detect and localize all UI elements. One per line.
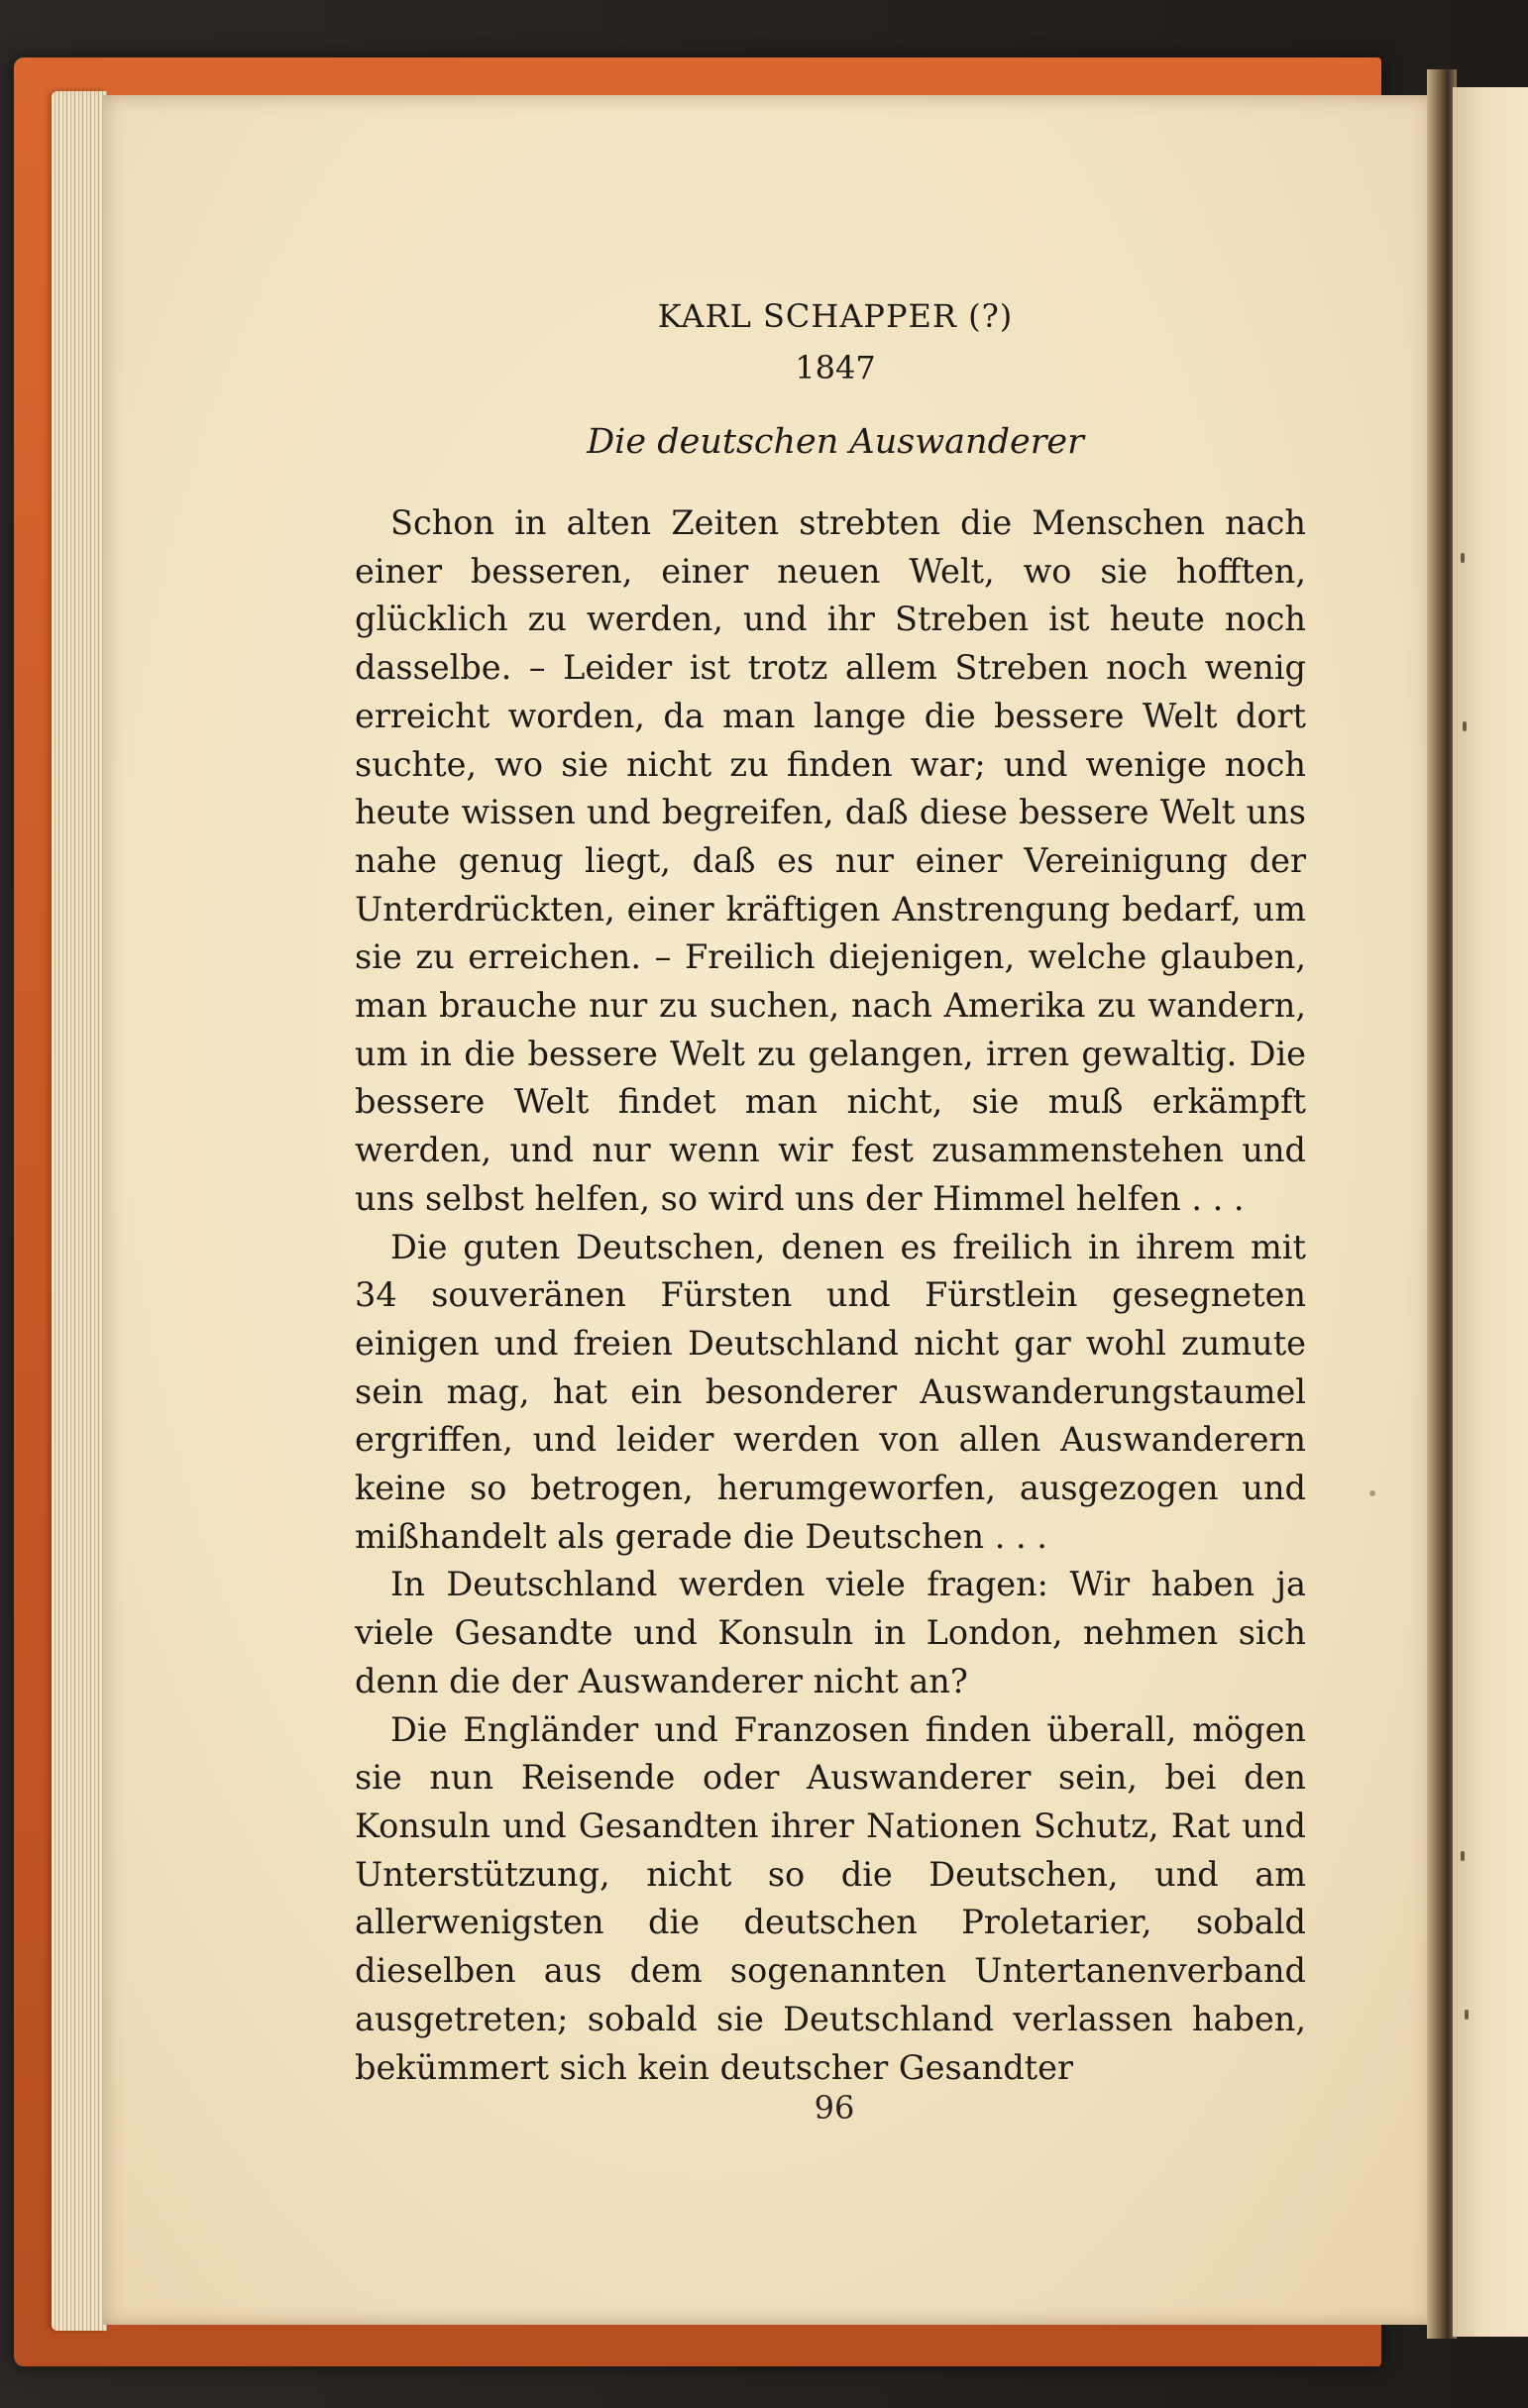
article-body: [355, 499, 1306, 2092]
year-heading: 1847: [795, 349, 876, 386]
facing-page: [1453, 87, 1528, 2337]
facing-page-mark: [1461, 1851, 1465, 1861]
article-title: Die deutschen Auswanderer: [587, 422, 1084, 462]
paragraph-3: In Deutschland werden viele fragen: Wir haben ja viele Gesandte und Konsuln in London, nehmen sich denn die der Auswanderer nicht an?: [355, 1565, 1306, 1700]
facing-page-mark: [1461, 553, 1465, 563]
page-text: [355, 297, 1306, 2092]
page-edges: [52, 91, 107, 2331]
facing-page-mark: [1463, 721, 1467, 731]
author-heading: KARL SCHAPPER (?): [657, 297, 1014, 335]
facing-page-mark: [1465, 2010, 1469, 2020]
paragraph-1: Schon in alten Zeiten strebten die Menschen nach einer besseren, einer neuen Welt, wo sie hofften, glücklich zu werden, und ihr Streben ist heute noch dasselbe. – Leider ist trotz allem Streben noch wenig erreicht worden, da man lange die bessere Welt dort suchte, wo sie nicht zu finden war; und wenige noch heute wissen und begreifen, daß diese bessere Welt uns nahe genug liegt, daß es nur einer Vereinigung der Unterdrückten, einer kräftigen Anstrengung bedarf, um sie zu erreichen. – Freilich diejenigen, welche glauben, man brauche nur zu suchen, nach Amerika zu wandern, um in die bessere Welt zu gelangen, irren gewaltig. Die bessere Welt findet man nicht, sie muß erkämpft werden, und nur wenn wir fest zusammenstehen und uns selbst helfen, so wird uns der Himmel helfen . . .: [355, 503, 1306, 1218]
paragraph-2: Die guten Deutschen, denen es freilich in ihrem mit 34 souveränen Fürsten und Fürstlein gesegneten einigen und freien Deutschland nicht gar wohl zumute sein mag, hat ein besonderer Auswanderungstaumel ergriffen, und leider werden von allen Auswanderern keine so betrogen, herumgeworfen, ausgezogen und mißhandelt als gerade die Deutschen . . .: [355, 1227, 1306, 1556]
paper-speck: [1369, 1490, 1375, 1496]
page-number: 96: [814, 2089, 855, 2127]
paragraph-4: Die Engländer und Franzosen finden überall, mögen sie nun Reisende oder Auswanderer sein, bei den Konsuln und Gesandten ihrer Nationen Schutz, Rat und Unterstützung, nicht so die Deutschen, und am allerwenigsten die deutschen Proletarier, sobald dieselben aus dem sogenannten Untertanenverband ausgetreten; sobald sie Deutschland verlassen haben, bekümmert sich kein deutscher Gesandter: [355, 1709, 1306, 2087]
